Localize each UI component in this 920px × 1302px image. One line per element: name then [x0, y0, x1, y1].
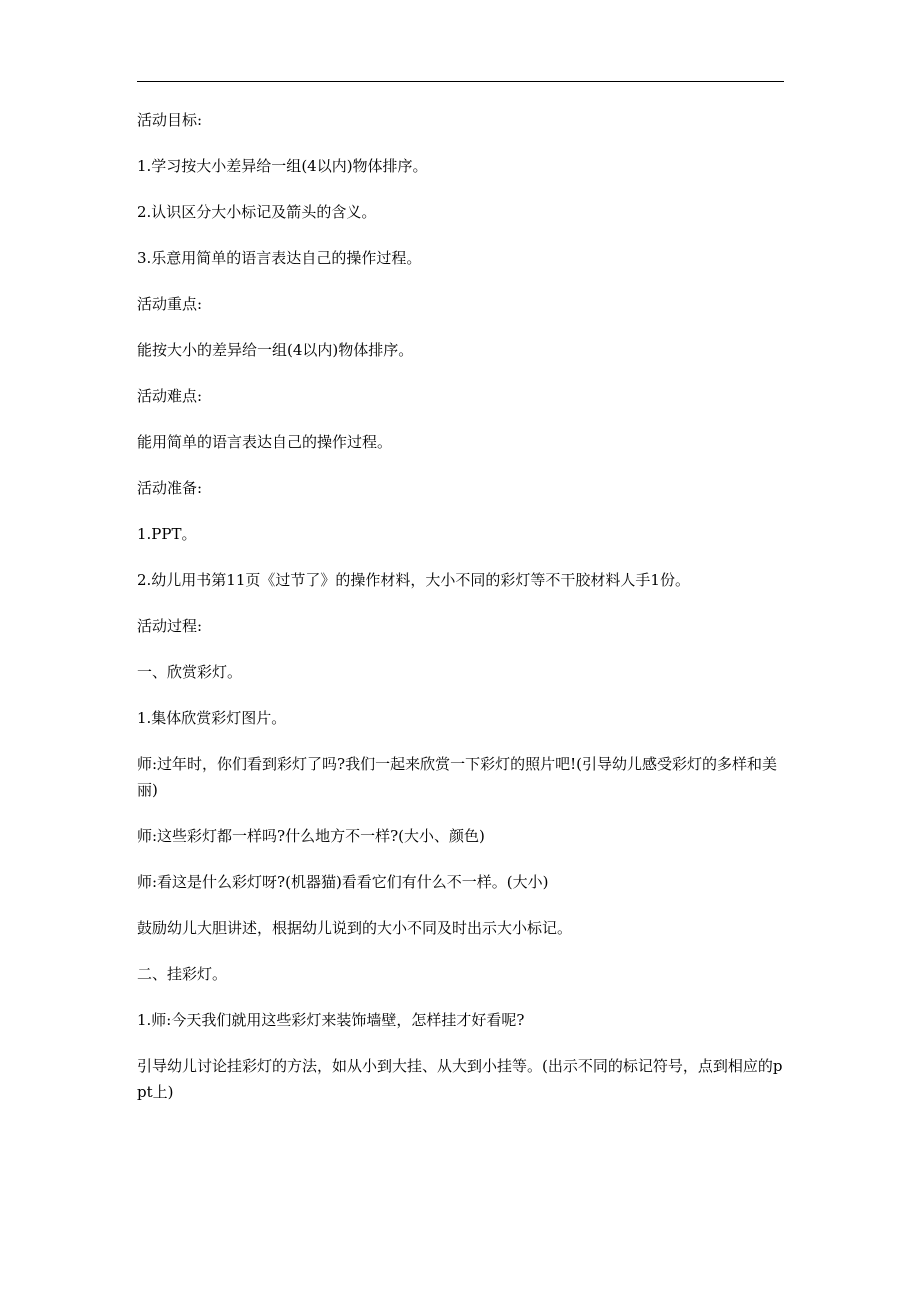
preparation-item-1: 1.PPT。: [137, 525, 197, 543]
section-heading-difficulty: 活动难点:: [137, 387, 203, 405]
preparation-item-2: 2.幼儿用书第11页《过节了》的操作材料，大小不同的彩灯等不干胶材料人手1份。: [137, 571, 690, 589]
goal-item-3: 3.乐意用简单的语言表达自己的操作过程。: [137, 249, 422, 267]
difficulty-text: 能用简单的语言表达自己的操作过程。: [137, 433, 393, 451]
process-step-2-heading: 二、挂彩灯。: [137, 965, 228, 983]
key-point-text: 能按大小的差异给一组(4以内)物体排序。: [137, 341, 414, 359]
document-body: [137, 107, 784, 1105]
goal-item-2: 2.认识区分大小标记及箭头的含义。: [137, 203, 377, 221]
process-step-1-heading: 一、欣赏彩灯。: [137, 663, 243, 681]
teacher-dialogue-2: 师:这些彩灯都一样吗?什么地方不一样?(大小、颜色): [137, 827, 485, 845]
section-heading-goals: 活动目标:: [137, 111, 203, 129]
encourage-text: 鼓励幼儿大胆讲述，根据幼儿说到的大小不同及时出示大小标记。: [137, 919, 573, 937]
process-step-2-item-1: 1.师:今天我们就用这些彩灯来装饰墙壁，怎样挂才好看呢?: [137, 1011, 525, 1029]
process-step-1-item-1: 1.集体欣赏彩灯图片。: [137, 709, 287, 727]
teacher-dialogue-1: 师:过年时，你们看到彩灯了吗?我们一起来欣赏一下彩灯的照片吧!(引导幼儿感受彩灯的多样和美丽): [137, 755, 777, 799]
section-heading-preparation: 活动准备:: [137, 479, 203, 497]
header-rule: [137, 81, 784, 82]
guide-discussion-text: 引导幼儿讨论挂彩灯的方法，如从小到大挂、从大到小挂等。(出示不同的标记符号，点到相应的ppt上): [137, 1057, 783, 1101]
section-heading-process: 活动过程:: [137, 617, 203, 635]
teacher-dialogue-3: 师:看这是什么彩灯呀?(机器猫)看看它们有什么不一样。(大小): [137, 873, 549, 891]
section-heading-key-points: 活动重点:: [137, 295, 203, 313]
goal-item-1: 1.学习按大小差异给一组(4以内)物体排序。: [137, 157, 428, 175]
